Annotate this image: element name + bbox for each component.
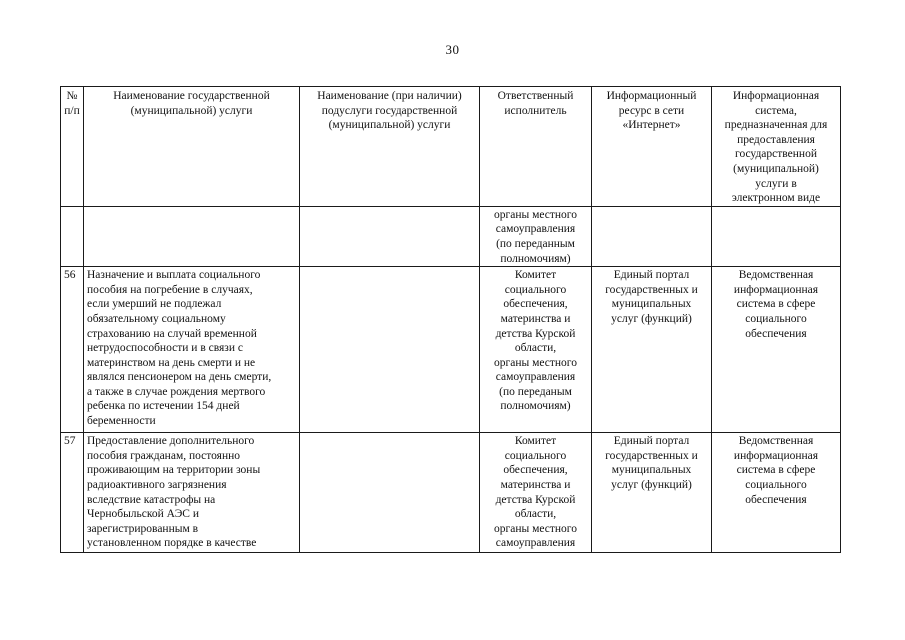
header-internet-resource: Информационный ресурс в сети «Интернет»: [592, 87, 712, 207]
cell-executor: Комитет социального обеспечения, материнства и детства Курской области, органы местного самоуправления (по переданым полномочиям): [480, 267, 592, 433]
header-num: № п/п: [61, 87, 84, 207]
cell-internet-resource: Единый портал государственных и муниципальных услуг (функций): [592, 433, 712, 553]
header-service-name: Наименование государственной (муниципальной) услуги: [84, 87, 300, 207]
table-row: [61, 267, 841, 433]
cell-service-name: Назначение и выплата социального пособия на погребение в случаях, если умерший не подлежал обязательному социальному страхованию на случай временной нетрудоспособности и в связи с материнством на день смерти и не являлся пенсионером на день смерти, а также в случае рождения мертвого ребенка по истечении 154 дней беременности: [84, 267, 300, 433]
cell-service-name: Предоставление дополнительного пособия гражданам, постоянно проживающим на территории зоны радиоактивного загрязнения вследствие катастрофы на Чернобыльской АЭС и зарегистрированным в установленном порядке в качестве: [84, 433, 300, 553]
table-header-row: [61, 87, 841, 207]
cell-subservice: [300, 206, 480, 266]
cell-information-system: Ведомственная информационная система в сфере социального обеспечения: [712, 433, 841, 553]
cell-service-name: [84, 206, 300, 266]
cell-internet-resource: [592, 206, 712, 266]
header-executor: Ответственный исполнитель: [480, 87, 592, 207]
header-information-system: Информационная система, предназначенная для предоставления государственной (муниципальной) услуги в электронном виде: [712, 87, 841, 207]
cell-executor: Комитет социального обеспечения, материнства и детства Курской области, органы местного самоуправления: [480, 433, 592, 553]
cell-information-system: Ведомственная информационная система в сфере социального обеспечения: [712, 267, 841, 433]
page-number: 30: [445, 42, 460, 57]
cell-subservice: [300, 433, 480, 553]
services-table: [60, 86, 841, 553]
cell-num: [61, 206, 84, 266]
table-row: [61, 433, 841, 553]
cell-executor: органы местного самоуправления (по переданным полномочиям): [480, 206, 592, 266]
cell-subservice: [300, 267, 480, 433]
table-row-continuation: [61, 206, 841, 266]
cell-internet-resource: Единый портал государственных и муниципальных услуг (функций): [592, 267, 712, 433]
cell-num: 56: [61, 267, 84, 433]
header-subservice-name: Наименование (при наличии) подуслуги государственной (муниципальной) услуги: [300, 87, 480, 207]
cell-information-system: [712, 206, 841, 266]
cell-num: 57: [61, 433, 84, 553]
